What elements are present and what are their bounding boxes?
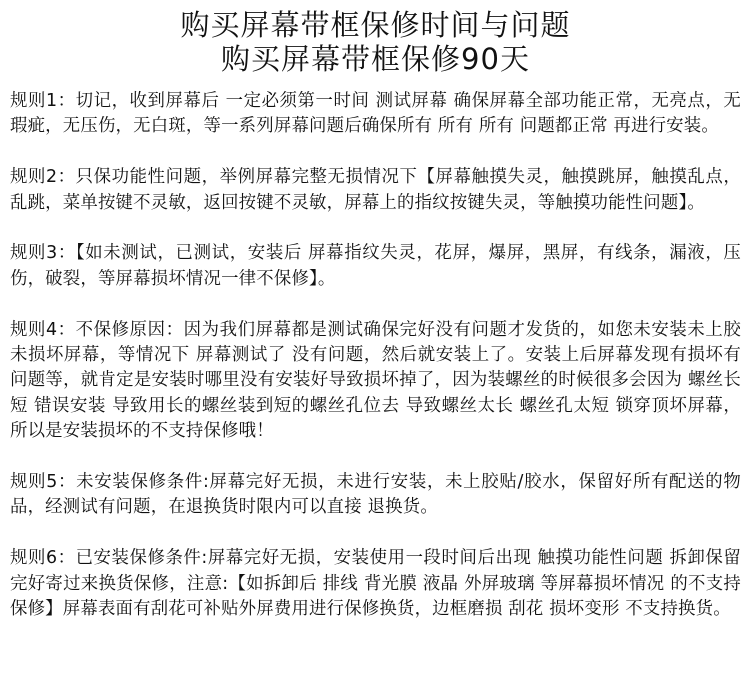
page-title: 购买屏幕带框保修时间与问题 bbox=[180, 8, 571, 42]
rule-5: 规则5：未安装保修条件:屏幕完好无损，未进行安装，未上胶贴/胶水，保留好所有配送的物品，经测试有问题，在退换货时限内可以直接 退换货。 bbox=[10, 472, 741, 518]
rule-3: 规则3：【如未测试，已测试，安装后 屏幕指纹失灵，花屏，爆屏，黑屏，有线条，漏液，压伤，破裂，等屏幕损坏情况一律不保修】。 bbox=[10, 243, 741, 289]
rule-2: 规则2：只保功能性问题，举例屏幕完整无损情况下【屏幕触摸失灵，触摸跳屏，触摸乱点，乱跳，菜单按键不灵敏，返回按键不灵敏，屏幕上的指纹按键失灵，等触摸功能性问题】。 bbox=[10, 167, 741, 213]
rule-6: 规则6：已安装保修条件:屏幕完好无损，安装使用一段时间后出现 触摸功能性问题 拆卸保留完好寄过来换货保修，注意:【如拆卸后 排线 背光膜 液晶 外屏玻璃 等屏幕损坏情况 的不支持保修】屏幕表面有刮花可补贴外屏费用进行保修换货，边框磨损 刮花 损坏变形 不支持换货。 bbox=[10, 548, 741, 620]
rule-4: 规则4：不保修原因：因为我们屏幕都是测试确保完好没有问题才发货的，如您未安装未上胶 未损坏屏幕，等情况下 屏幕测试了 没有问题，然后就安装上了。安装上后屏幕发现有损坏有问题等，就肯定是安装时哪里没有安装好导致损坏掉了，因为装螺丝的时候很多会因为 螺丝长短 错误安装 导致用长的螺丝装到短的螺丝孔位去 导致螺丝太长 螺丝孔太短 锁穿顶坏屏幕，所以是安装损坏的不支持保修哦！ bbox=[10, 319, 741, 442]
rules-list bbox=[10, 89, 741, 622]
page-subtitle: 购买屏幕带框保修90天 bbox=[221, 42, 530, 76]
rule-1: 规则1：切记，收到屏幕后 一定必须第一时间 测试屏幕 确保屏幕全部功能正常，无亮点，无瑕疵，无压伤，无白斑，等一系列屏幕问题后确保所有 所有 所有 问题都正常 再进行安装。 bbox=[10, 91, 741, 137]
